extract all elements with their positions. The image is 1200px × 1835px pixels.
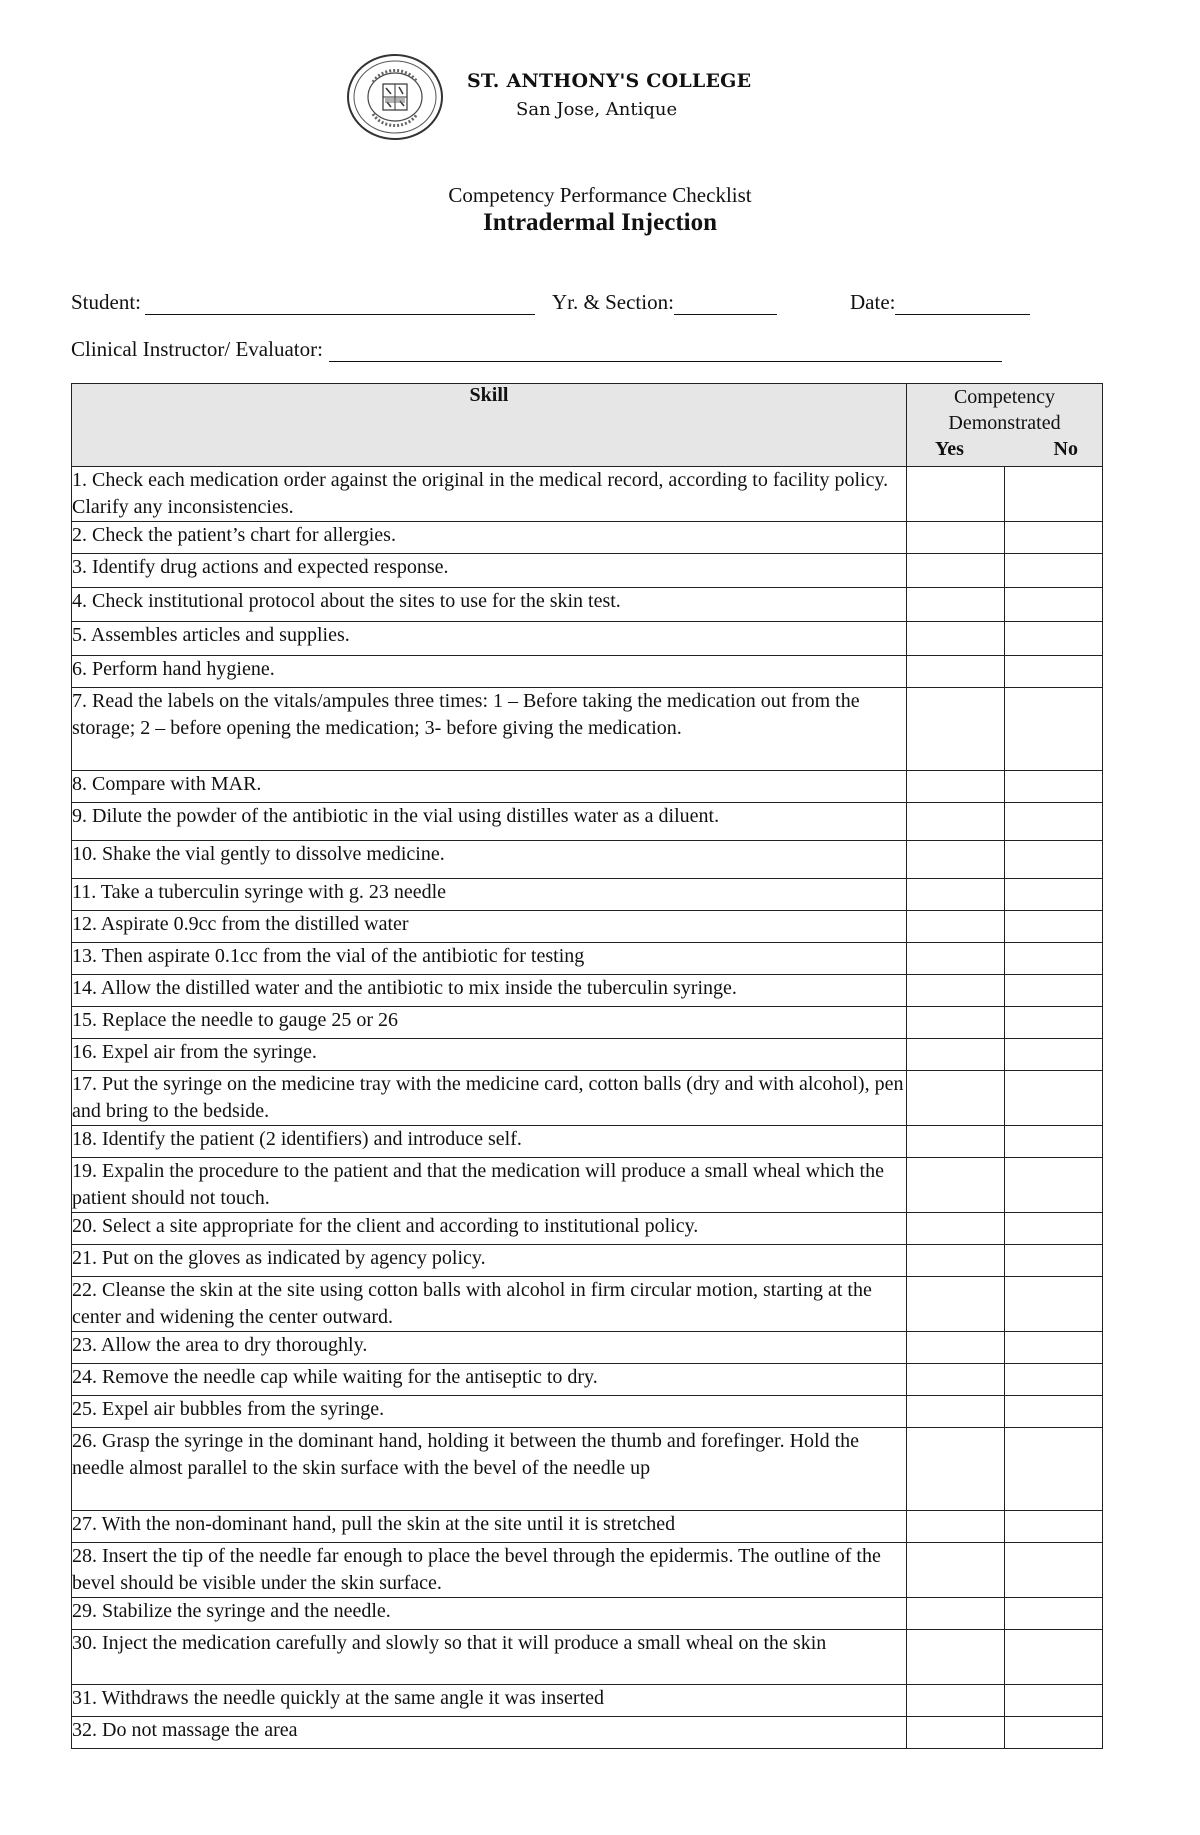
table-row bbox=[72, 879, 1103, 911]
table-row bbox=[72, 771, 1103, 803]
skill-step-text: 21. Put on the gloves as indicated by agency policy. bbox=[72, 1245, 907, 1277]
skill-step-text: 18. Identify the patient (2 identifiers) and introduce self. bbox=[72, 1126, 907, 1158]
no-checkbox-cell[interactable] bbox=[1005, 1598, 1103, 1630]
yes-checkbox-cell[interactable] bbox=[907, 1277, 1005, 1332]
table-row bbox=[72, 1245, 1103, 1277]
no-checkbox-cell[interactable] bbox=[1005, 943, 1103, 975]
table-row bbox=[72, 1213, 1103, 1245]
skill-step-text: 27. With the non-dominant hand, pull the skin at the site until it is stretched bbox=[72, 1511, 907, 1543]
no-checkbox-cell[interactable] bbox=[1005, 1245, 1103, 1277]
no-checkbox-cell[interactable] bbox=[1005, 771, 1103, 803]
no-checkbox-cell[interactable] bbox=[1005, 1428, 1103, 1511]
no-checkbox-cell[interactable] bbox=[1005, 1126, 1103, 1158]
student-blank[interactable] bbox=[145, 294, 535, 315]
competency-column-header bbox=[907, 384, 1103, 467]
yes-checkbox-cell[interactable] bbox=[907, 588, 1005, 622]
yes-column-header: Yes bbox=[935, 438, 964, 460]
skill-step-text: 11. Take a tuberculin syringe with g. 23 needle bbox=[72, 879, 907, 911]
table-row bbox=[72, 1332, 1103, 1364]
yes-checkbox-cell[interactable] bbox=[907, 943, 1005, 975]
no-checkbox-cell[interactable] bbox=[1005, 1071, 1103, 1126]
no-checkbox-cell[interactable] bbox=[1005, 1396, 1103, 1428]
student-field bbox=[71, 290, 535, 315]
no-checkbox-cell[interactable] bbox=[1005, 1039, 1103, 1071]
no-checkbox-cell[interactable] bbox=[1005, 1630, 1103, 1685]
yes-checkbox-cell[interactable] bbox=[907, 1039, 1005, 1071]
competency-header-line1: Competency bbox=[953, 386, 1056, 408]
skill-step-text: 14. Allow the distilled water and the antibiotic to mix inside the tuberculin syringe. bbox=[72, 975, 907, 1007]
checklist-body bbox=[72, 467, 1103, 1749]
student-label: Student: bbox=[71, 290, 142, 314]
no-checkbox-cell[interactable] bbox=[1005, 554, 1103, 588]
yes-checkbox-cell[interactable] bbox=[907, 1598, 1005, 1630]
no-checkbox-cell[interactable] bbox=[1005, 975, 1103, 1007]
skill-step-text: 17. Put the syringe on the medicine tray with the medicine card, cotton balls (dry and with alcohol), pen and bring to the bedside. bbox=[72, 1071, 907, 1126]
table-row bbox=[72, 1158, 1103, 1213]
yes-checkbox-cell[interactable] bbox=[907, 1245, 1005, 1277]
college-name: ST. ANTHONY'S COLLEGE bbox=[467, 70, 752, 92]
yes-checkbox-cell[interactable] bbox=[907, 1158, 1005, 1213]
skill-step-text: 9. Dilute the powder of the antibiotic in the vial using distilles water as a diluent. bbox=[72, 803, 907, 841]
table-row bbox=[72, 588, 1103, 622]
skill-column-header: Skill bbox=[72, 384, 907, 467]
instructor-label: Clinical Instructor/ Evaluator: bbox=[71, 337, 323, 361]
table-row bbox=[72, 622, 1103, 656]
table-row bbox=[72, 1039, 1103, 1071]
yes-checkbox-cell[interactable] bbox=[907, 1332, 1005, 1364]
college-seal-logo bbox=[345, 52, 445, 142]
skill-step-text: 22. Cleanse the skin at the site using cotton balls with alcohol in firm circular motion, starting at the center and widening the center outward. bbox=[72, 1277, 907, 1332]
no-checkbox-cell[interactable] bbox=[1005, 911, 1103, 943]
yes-checkbox-cell[interactable] bbox=[907, 803, 1005, 841]
skill-step-text: 10. Shake the vial gently to dissolve medicine. bbox=[72, 841, 907, 879]
skill-step-text: 16. Expel air from the syringe. bbox=[72, 1039, 907, 1071]
no-checkbox-cell[interactable] bbox=[1005, 588, 1103, 622]
table-row bbox=[72, 554, 1103, 588]
table-row bbox=[72, 1630, 1103, 1685]
no-checkbox-cell[interactable] bbox=[1005, 1511, 1103, 1543]
yes-checkbox-cell[interactable] bbox=[907, 771, 1005, 803]
instructor-field bbox=[71, 337, 1002, 362]
skill-step-text: 26. Grasp the syringe in the dominant hand, holding it between the thumb and forefinger. Hold the needle almost parallel to the skin surface with the bevel of the needle up bbox=[72, 1428, 907, 1511]
yes-checkbox-cell[interactable] bbox=[907, 1396, 1005, 1428]
competency-header-line2: Demonstrated bbox=[948, 412, 1061, 434]
skill-step-text: 23. Allow the area to dry thoroughly. bbox=[72, 1332, 907, 1364]
yes-checkbox-cell[interactable] bbox=[907, 1364, 1005, 1396]
yes-checkbox-cell[interactable] bbox=[907, 879, 1005, 911]
date-field bbox=[850, 290, 1030, 315]
yes-checkbox-cell[interactable] bbox=[907, 911, 1005, 943]
yes-checkbox-cell[interactable] bbox=[907, 467, 1005, 522]
table-row bbox=[72, 688, 1103, 771]
yes-checkbox-cell[interactable] bbox=[907, 1071, 1005, 1126]
yr-section-field bbox=[552, 290, 777, 315]
skill-step-text: 28. Insert the tip of the needle far enough to place the bevel through the epidermis. The outline of the bevel should be visible under the skin surface. bbox=[72, 1543, 907, 1598]
table-row bbox=[72, 803, 1103, 841]
date-label: Date: bbox=[850, 290, 896, 314]
yes-checkbox-cell[interactable] bbox=[907, 1511, 1005, 1543]
yes-checkbox-cell[interactable] bbox=[907, 1213, 1005, 1245]
skill-step-text: 31. Withdraws the needle quickly at the same angle it was inserted bbox=[72, 1685, 907, 1717]
no-checkbox-cell[interactable] bbox=[1005, 841, 1103, 879]
yes-checkbox-cell[interactable] bbox=[907, 1717, 1005, 1749]
yes-checkbox-cell[interactable] bbox=[907, 1543, 1005, 1598]
document-subtitle: Competency Performance Checklist bbox=[448, 183, 752, 207]
no-checkbox-cell[interactable] bbox=[1005, 1332, 1103, 1364]
no-checkbox-cell[interactable] bbox=[1005, 622, 1103, 656]
table-row bbox=[72, 1511, 1103, 1543]
yes-checkbox-cell[interactable] bbox=[907, 1428, 1005, 1511]
no-checkbox-cell[interactable] bbox=[1005, 688, 1103, 771]
skill-step-text: 12. Aspirate 0.9cc from the distilled water bbox=[72, 911, 907, 943]
table-row bbox=[72, 911, 1103, 943]
skill-step-text: 32. Do not massage the area bbox=[72, 1717, 907, 1749]
date-blank[interactable] bbox=[895, 294, 1030, 315]
skill-step-text: 25. Expel air bubbles from the syringe. bbox=[72, 1396, 907, 1428]
table-row bbox=[72, 522, 1103, 554]
yes-checkbox-cell[interactable] bbox=[907, 1630, 1005, 1685]
college-location: San Jose, Antique bbox=[516, 99, 678, 120]
no-checkbox-cell[interactable] bbox=[1005, 522, 1103, 554]
yes-checkbox-cell[interactable] bbox=[907, 688, 1005, 771]
table-row bbox=[72, 1717, 1103, 1749]
table-row bbox=[72, 1428, 1103, 1511]
table-row bbox=[72, 1598, 1103, 1630]
skill-step-text: 5. Assembles articles and supplies. bbox=[72, 622, 907, 656]
no-checkbox-cell[interactable] bbox=[1005, 1277, 1103, 1332]
document-title: Intradermal Injection bbox=[483, 209, 717, 236]
no-checkbox-cell[interactable] bbox=[1005, 1213, 1103, 1245]
table-row bbox=[72, 656, 1103, 688]
yes-checkbox-cell[interactable] bbox=[907, 522, 1005, 554]
yes-checkbox-cell[interactable] bbox=[907, 841, 1005, 879]
table-row bbox=[72, 1396, 1103, 1428]
skill-step-text: 3. Identify drug actions and expected response. bbox=[72, 554, 907, 588]
table-row bbox=[72, 1364, 1103, 1396]
no-checkbox-cell[interactable] bbox=[1005, 1364, 1103, 1396]
table-header-row bbox=[72, 384, 1103, 467]
table-row bbox=[72, 1277, 1103, 1332]
yes-checkbox-cell[interactable] bbox=[907, 1007, 1005, 1039]
skill-step-text: 24. Remove the needle cap while waiting for the antiseptic to dry. bbox=[72, 1364, 907, 1396]
skill-step-text: 8. Compare with MAR. bbox=[72, 771, 907, 803]
table-row bbox=[72, 943, 1103, 975]
no-checkbox-cell[interactable] bbox=[1005, 1158, 1103, 1213]
yes-checkbox-cell[interactable] bbox=[907, 1126, 1005, 1158]
skill-step-text: 29. Stabilize the syringe and the needle. bbox=[72, 1598, 907, 1630]
table-row bbox=[72, 467, 1103, 522]
no-checkbox-cell[interactable] bbox=[1005, 1717, 1103, 1749]
yes-checkbox-cell[interactable] bbox=[907, 975, 1005, 1007]
yes-checkbox-cell[interactable] bbox=[907, 622, 1005, 656]
table-row bbox=[72, 1126, 1103, 1158]
table-row bbox=[72, 1685, 1103, 1717]
skill-step-text: 13. Then aspirate 0.1cc from the vial of the antibiotic for testing bbox=[72, 943, 907, 975]
skill-step-text: 6. Perform hand hygiene. bbox=[72, 656, 907, 688]
yes-no-headers bbox=[907, 436, 1102, 462]
table-row bbox=[72, 975, 1103, 1007]
no-checkbox-cell[interactable] bbox=[1005, 1543, 1103, 1598]
no-checkbox-cell[interactable] bbox=[1005, 803, 1103, 841]
table-row bbox=[72, 841, 1103, 879]
no-column-header: No bbox=[1053, 438, 1078, 460]
no-checkbox-cell[interactable] bbox=[1005, 467, 1103, 522]
instructor-blank[interactable] bbox=[329, 341, 1002, 362]
skill-step-text: 15. Replace the needle to gauge 25 or 26 bbox=[72, 1007, 907, 1039]
table-row bbox=[72, 1007, 1103, 1039]
yes-checkbox-cell[interactable] bbox=[907, 1685, 1005, 1717]
yr-section-label: Yr. & Section: bbox=[552, 290, 674, 314]
skill-step-text: 4. Check institutional protocol about the sites to use for the skin test. bbox=[72, 588, 907, 622]
no-checkbox-cell[interactable] bbox=[1005, 879, 1103, 911]
yes-checkbox-cell[interactable] bbox=[907, 656, 1005, 688]
skill-step-text: 7. Read the labels on the vitals/ampules three times: 1 – Before taking the medication out from the storage; 2 – before opening the medication; 3- before giving the medication. bbox=[72, 688, 907, 771]
skills-checklist-table bbox=[71, 383, 1103, 1749]
skill-step-text: 1. Check each medication order against the original in the medical record, according to facility policy. Clarify any inconsistencies. bbox=[72, 467, 907, 522]
no-checkbox-cell[interactable] bbox=[1005, 656, 1103, 688]
skill-step-text: 20. Select a site appropriate for the client and according to institutional policy. bbox=[72, 1213, 907, 1245]
table-row bbox=[72, 1543, 1103, 1598]
yes-checkbox-cell[interactable] bbox=[907, 554, 1005, 588]
no-checkbox-cell[interactable] bbox=[1005, 1685, 1103, 1717]
skill-step-text: 2. Check the patient’s chart for allergies. bbox=[72, 522, 907, 554]
skill-step-text: 30. Inject the medication carefully and slowly so that it will produce a small wheal on the skin bbox=[72, 1630, 907, 1685]
skill-step-text: 19. Expalin the procedure to the patient and that the medication will produce a small wheal which the patient should not touch. bbox=[72, 1158, 907, 1213]
no-checkbox-cell[interactable] bbox=[1005, 1007, 1103, 1039]
yr-section-blank[interactable] bbox=[674, 294, 777, 315]
table-row bbox=[72, 1071, 1103, 1126]
